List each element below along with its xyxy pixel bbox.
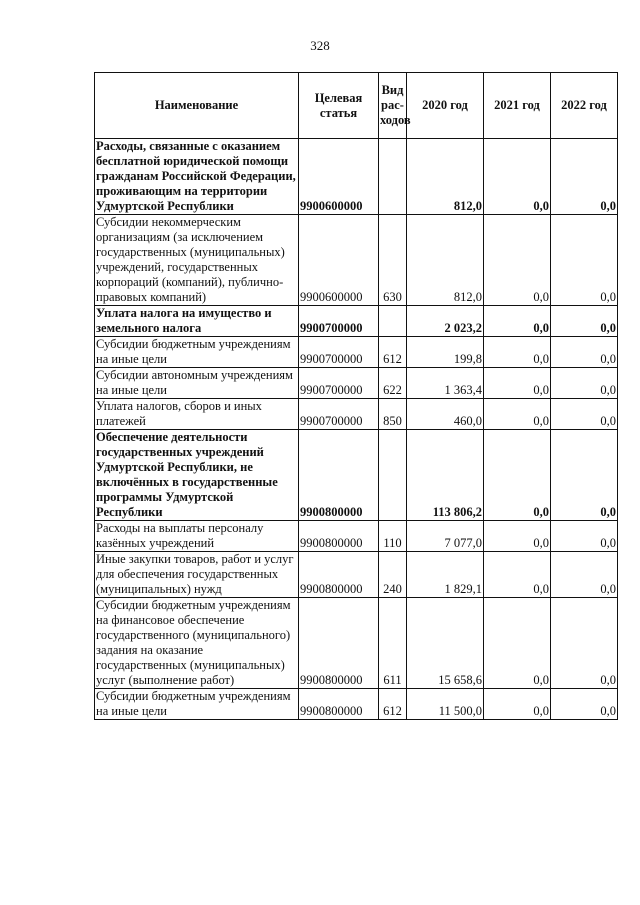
row-value-2021: 0,0: [484, 337, 551, 368]
row-value-2020: 15 658,6: [407, 598, 484, 689]
row-value-2022: 0,0: [551, 399, 618, 430]
table-row: [95, 306, 618, 337]
row-value-2020: 812,0: [407, 139, 484, 215]
row-expense-type: 630: [379, 215, 407, 306]
row-value-2020: 113 806,2: [407, 430, 484, 521]
row-target-article: 9900700000: [299, 399, 379, 430]
row-target-article: 9900600000: [299, 215, 379, 306]
header-2020: 2020 год: [407, 73, 484, 139]
row-expense-type: 110: [379, 521, 407, 552]
row-name: Субсидии автономным учреждениям на иные цели: [95, 368, 299, 399]
row-value-2020: 1 829,1: [407, 552, 484, 598]
row-name: Расходы на выплаты персоналу казённых учреждений: [95, 521, 299, 552]
table-row: [95, 368, 618, 399]
table-row: [95, 399, 618, 430]
table-row: [95, 598, 618, 689]
row-value-2022: 0,0: [551, 306, 618, 337]
row-value-2022: 0,0: [551, 598, 618, 689]
budget-table: [94, 72, 618, 720]
row-value-2021: 0,0: [484, 139, 551, 215]
row-target-article: 9900800000: [299, 689, 379, 720]
row-name: Уплата налога на имущество и земельного налога: [95, 306, 299, 337]
row-value-2020: 11 500,0: [407, 689, 484, 720]
row-value-2021: 0,0: [484, 368, 551, 399]
row-target-article: 9900700000: [299, 306, 379, 337]
row-expense-type: 850: [379, 399, 407, 430]
header-name: Наименование: [95, 73, 299, 139]
table-header-row: [95, 73, 618, 139]
row-target-article: 9900800000: [299, 552, 379, 598]
table-row: [95, 139, 618, 215]
table-row: [95, 521, 618, 552]
header-2021: 2021 год: [484, 73, 551, 139]
row-value-2022: 0,0: [551, 368, 618, 399]
row-expense-type: 612: [379, 337, 407, 368]
header-type: Вид рас-ходов: [379, 73, 407, 139]
row-value-2020: 1 363,4: [407, 368, 484, 399]
row-expense-type: [379, 430, 407, 521]
row-value-2021: 0,0: [484, 399, 551, 430]
row-name: Субсидии некоммерческим организациям (за исключением государственных (муниципальных) учреждений, государственных корпораций (компаний), публично-правовых компаний): [95, 215, 299, 306]
row-expense-type: 240: [379, 552, 407, 598]
row-value-2020: 199,8: [407, 337, 484, 368]
row-name: Субсидии бюджетным учреждениям на финансовое обеспечение государственного (муниципального) задания на оказание государственных (муниципальных) услуг (выполнение работ): [95, 598, 299, 689]
row-name: Расходы, связанные с оказанием бесплатной юридической помощи гражданам Российской Федерации, проживающим на территории Удмуртской Республики: [95, 139, 299, 215]
row-value-2021: 0,0: [484, 430, 551, 521]
row-target-article: 9900700000: [299, 368, 379, 399]
table-body: [95, 139, 618, 720]
row-value-2020: 7 077,0: [407, 521, 484, 552]
table-row: [95, 689, 618, 720]
row-value-2022: 0,0: [551, 552, 618, 598]
row-target-article: 9900800000: [299, 430, 379, 521]
row-target-article: 9900800000: [299, 598, 379, 689]
row-name: Субсидии бюджетным учреждениям на иные цели: [95, 689, 299, 720]
row-name: Субсидии бюджетным учреждениям на иные цели: [95, 337, 299, 368]
row-value-2020: 460,0: [407, 399, 484, 430]
row-expense-type: 611: [379, 598, 407, 689]
table-row: [95, 215, 618, 306]
row-value-2022: 0,0: [551, 337, 618, 368]
row-target-article: 9900700000: [299, 337, 379, 368]
row-value-2021: 0,0: [484, 521, 551, 552]
row-expense-type: [379, 139, 407, 215]
row-expense-type: 612: [379, 689, 407, 720]
table-row: [95, 552, 618, 598]
row-value-2021: 0,0: [484, 306, 551, 337]
row-value-2022: 0,0: [551, 521, 618, 552]
row-name: Иные закупки товаров, работ и услуг для обеспечения государственных (муниципальных) нужд: [95, 552, 299, 598]
row-value-2021: 0,0: [484, 552, 551, 598]
row-name: Обеспечение деятельности государственных учреждений Удмуртской Республики, не включённых в государственные программы Удмуртской Республики: [95, 430, 299, 521]
row-value-2022: 0,0: [551, 215, 618, 306]
row-expense-type: 622: [379, 368, 407, 399]
row-value-2021: 0,0: [484, 689, 551, 720]
row-value-2021: 0,0: [484, 598, 551, 689]
table-row: [95, 337, 618, 368]
row-target-article: 9900800000: [299, 521, 379, 552]
row-value-2021: 0,0: [484, 215, 551, 306]
row-value-2022: 0,0: [551, 689, 618, 720]
header-code: Целевая статья: [299, 73, 379, 139]
row-name: Уплата налогов, сборов и иных платежей: [95, 399, 299, 430]
row-expense-type: [379, 306, 407, 337]
table-row: [95, 430, 618, 521]
row-value-2022: 0,0: [551, 139, 618, 215]
header-2022: 2022 год: [551, 73, 618, 139]
row-value-2020: 2 023,2: [407, 306, 484, 337]
row-value-2020: 812,0: [407, 215, 484, 306]
row-target-article: 9900600000: [299, 139, 379, 215]
page-number: 328: [310, 38, 330, 53]
row-value-2022: 0,0: [551, 430, 618, 521]
